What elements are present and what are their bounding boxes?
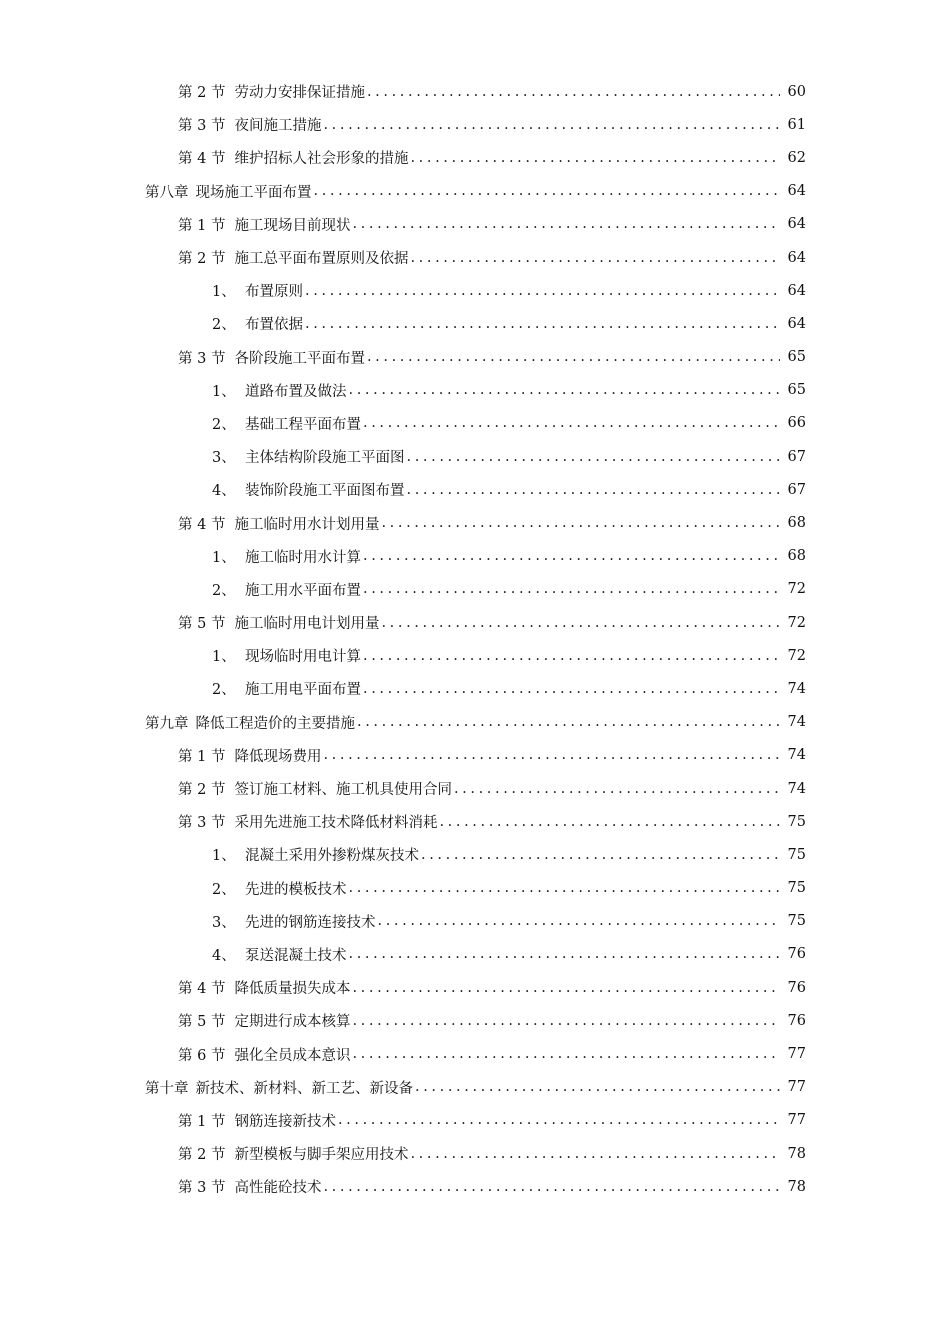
toc-entry[interactable] [0,108,950,141]
toc-entry-number: 2、 [212,416,236,433]
toc-entry-number: 4、 [212,947,236,964]
toc-entry-title: 新技术、新材料、新工艺、新设备 [195,1080,413,1097]
dot-leader [367,83,780,101]
toc-entry-label [178,1110,336,1131]
toc-entry-page-number: 64 [787,216,806,233]
toc-entry[interactable] [0,639,950,672]
toc-entry-label [178,1044,350,1065]
toc-entry-page-number: 65 [787,349,806,366]
toc-entry-number: 第 5 节 [178,1014,226,1031]
dot-leader [363,547,780,565]
dot-leader [410,249,780,267]
dot-leader [357,713,780,731]
dot-leader [381,514,780,532]
toc-entry[interactable] [0,672,950,705]
toc-entry-page-number: 72 [787,614,806,631]
toc-entry-number: 第八章 [145,184,189,201]
toc-entry-label [178,1143,408,1164]
dot-leader [410,149,780,167]
toc-entry-title: 降低工程造价的主要措施 [195,715,355,732]
toc-entry-label [212,844,419,865]
toc-entry-page-number: 75 [787,813,806,830]
toc-entry-number: 第 6 节 [178,1047,226,1064]
dot-leader [323,116,780,134]
toc-entry-page-number: 72 [787,581,806,598]
toc-entry-label [178,811,437,832]
toc-entry[interactable] [0,141,950,174]
toc-entry-title: 施工用水平面布置 [245,582,361,599]
toc-entry[interactable] [0,473,950,506]
toc-entry-page-number: 64 [787,315,806,332]
toc-entry-label [178,612,379,633]
toc-entry-page-number: 76 [787,979,806,996]
toc-entry-label [178,114,321,135]
dot-leader [363,580,780,598]
toc-entry-label [178,81,365,102]
toc-entry[interactable] [0,1071,950,1104]
toc-entry[interactable] [0,1104,950,1137]
toc-entry-title: 先进的钢筋连接技术 [245,914,376,931]
toc-entry-title: 签订施工材料、施工机具使用合同 [234,782,452,799]
dot-leader [378,912,781,930]
toc-entry-title: 道路布置及做法 [245,383,347,400]
toc-entry-title: 维护招标人社会形象的措施 [234,151,409,168]
toc-entry-number: 第 3 节 [178,815,226,832]
toc-entry-page-number: 67 [787,481,806,498]
toc-entry-title: 现场临时用电计算 [245,649,361,666]
dot-leader [323,746,780,764]
toc-entry-number: 2、 [212,582,236,599]
toc-entry-page-number: 72 [787,647,806,664]
toc-entry-title: 施工用电平面布置 [245,682,361,699]
toc-entry[interactable] [0,805,950,838]
dot-leader [363,647,780,665]
toc-entry-label [212,546,361,567]
toc-entry[interactable] [0,1137,950,1170]
toc-entry[interactable] [0,440,950,473]
toc-entry-page-number: 67 [787,448,806,465]
toc-entry-title: 装饰阶段施工平面图布置 [245,483,405,500]
toc-entry-number: 第 3 节 [178,1180,226,1197]
toc-entry[interactable] [0,1004,950,1037]
toc-entry-page-number: 74 [787,780,806,797]
toc-entry-number: 第 1 节 [178,1113,226,1130]
toc-entry-title: 新型模板与脚手架应用技术 [234,1147,409,1164]
toc-entry-page-number: 74 [787,714,806,731]
toc-entry-page-number: 76 [787,1012,806,1029]
toc-entry-label [178,778,452,799]
toc-entry-page-number: 78 [787,1178,806,1195]
dot-leader [454,780,780,798]
toc-entry-title: 各阶段施工平面布置 [234,350,365,367]
toc-entry-title: 采用先进施工技术降低材料消耗 [234,815,438,832]
toc-entry-page-number: 74 [787,680,806,697]
toc-entry[interactable] [0,706,950,739]
toc-entry-page-number: 75 [787,913,806,930]
toc-entry-label [212,878,347,899]
toc-entry-label [178,347,365,368]
toc-entry-title: 布置原则 [245,284,303,301]
dot-leader [349,879,781,897]
toc-entry-page-number: 62 [787,149,806,166]
toc-entry-label [178,214,350,235]
toc-entry-label [212,645,361,666]
toc-entry[interactable] [0,407,950,440]
toc-entry-title: 布置依据 [245,317,303,334]
toc-entry-label [212,380,347,401]
dot-leader [415,1078,780,1096]
toc-entry-page-number: 64 [787,282,806,299]
toc-entry-number: 1、 [212,649,236,666]
toc-entry[interactable] [0,75,950,108]
toc-entry-number: 3、 [212,914,236,931]
toc-entry-label [212,479,405,500]
toc-entry-number: 1、 [212,848,236,865]
toc-entry-number: 第 2 节 [178,251,226,268]
toc-entry[interactable] [0,938,950,971]
toc-entry-title: 劳动力安排保证措施 [234,85,365,102]
toc-entry[interactable] [0,175,950,208]
toc-entry-number: 3、 [212,450,236,467]
dot-leader [305,315,780,333]
toc-entry[interactable] [0,274,950,307]
toc-entry-number: 第 2 节 [178,782,226,799]
toc-entry[interactable] [0,241,950,274]
toc-entry[interactable] [0,208,950,241]
toc-entry[interactable] [0,1170,950,1203]
toc-entry-label [178,147,408,168]
toc-entry[interactable] [0,1037,950,1070]
toc-entry-page-number: 68 [787,515,806,532]
toc-entry-number: 第 2 节 [178,85,226,102]
dot-leader [407,481,781,499]
dot-leader [352,1045,780,1063]
toc-entry-page-number: 75 [787,846,806,863]
toc-entry-label [145,712,355,733]
toc-entry-title: 泵送混凝土技术 [245,947,347,964]
toc-entry-page-number: 78 [787,1145,806,1162]
dot-leader [352,215,780,233]
toc-entry-title: 夜间施工措施 [234,118,322,135]
dot-leader [314,182,781,200]
toc-entry-page-number: 75 [787,880,806,897]
toc-entry[interactable] [0,506,950,539]
toc-entry-label [178,1176,321,1197]
toc-entry-number: 第十章 [145,1080,189,1097]
toc-entry[interactable] [0,307,950,340]
toc-entry-label [178,513,379,534]
dot-leader [439,813,780,831]
dot-leader [367,348,780,366]
toc-entry-page-number: 77 [787,1046,806,1063]
dot-leader [338,1111,780,1129]
toc-entry-label [212,280,303,301]
toc-entry-label [145,181,312,202]
toc-entry[interactable] [0,341,950,374]
dot-leader [352,979,780,997]
dot-leader [410,1145,780,1163]
toc-entry-title: 降低质量损失成本 [234,981,351,998]
toc-entry-number: 第九章 [145,715,189,732]
dot-leader [352,1012,780,1030]
toc-entry-number: 第 4 节 [178,981,226,998]
toc-entry[interactable] [0,971,950,1004]
toc-entry[interactable] [0,905,950,938]
toc-entry-page-number: 65 [787,382,806,399]
dot-leader [349,945,781,963]
toc-entry-number: 1、 [212,549,236,566]
toc-entry-label [212,678,361,699]
toc-entry-number: 4、 [212,483,236,500]
table-of-contents [0,75,950,1203]
toc-entry-label [178,247,408,268]
toc-entry-label [178,745,321,766]
dot-leader [407,448,781,466]
toc-entry-number: 2、 [212,881,236,898]
toc-entry[interactable] [0,606,950,639]
toc-entry-number: 1、 [212,284,236,301]
dot-leader [305,282,780,300]
toc-entry-title: 高性能砼技术 [234,1180,322,1197]
toc-entry-number: 第 1 节 [178,748,226,765]
toc-entry-label [212,579,361,600]
toc-entry-number: 第 1 节 [178,217,226,234]
toc-entry-page-number: 74 [787,747,806,764]
toc-entry-number: 1、 [212,383,236,400]
toc-entry-label [178,1010,350,1031]
dot-leader [421,846,780,864]
toc-entry-page-number: 64 [787,249,806,266]
toc-entry-number: 2、 [212,317,236,334]
toc-entry-label [212,413,361,434]
toc-entry-number: 第 4 节 [178,516,226,533]
dot-leader [323,1178,780,1196]
toc-entry-number: 第 4 节 [178,151,226,168]
toc-entry-number: 第 3 节 [178,118,226,135]
toc-entry-number: 第 2 节 [178,1147,226,1164]
toc-entry-number: 第 3 节 [178,350,226,367]
toc-entry-label [212,313,303,334]
toc-entry-label [212,944,347,965]
dot-leader [349,381,781,399]
toc-entry-page-number: 61 [787,116,806,133]
toc-entry[interactable] [0,772,950,805]
toc-entry-title: 施工临时用电计划用量 [234,616,380,633]
toc-entry-page-number: 64 [787,183,806,200]
toc-entry-title: 现场施工平面布置 [195,184,312,201]
toc-entry[interactable] [0,573,950,606]
toc-entry-title: 钢筋连接新技术 [234,1113,336,1130]
dot-leader [363,414,780,432]
toc-entry[interactable] [0,540,950,573]
toc-entry[interactable] [0,838,950,871]
toc-entry-title: 强化全员成本意识 [234,1047,351,1064]
toc-entry-page-number: 77 [787,1112,806,1129]
dot-leader [363,680,780,698]
toc-entry-label [212,446,405,467]
toc-entry-page-number: 60 [787,83,806,100]
toc-entry-title: 基础工程平面布置 [245,416,361,433]
toc-entry-page-number: 68 [787,548,806,565]
toc-entry[interactable] [0,374,950,407]
toc-entry-label [212,911,376,932]
toc-entry-title: 定期进行成本核算 [234,1014,351,1031]
toc-entry[interactable] [0,872,950,905]
toc-entry-title: 降低现场费用 [234,748,322,765]
dot-leader [381,614,780,632]
toc-entry-page-number: 66 [787,415,806,432]
toc-entry-title: 主体结构阶段施工平面图 [245,450,405,467]
toc-entry-label [178,977,350,998]
toc-entry-number: 2、 [212,682,236,699]
toc-entry-title: 施工临时用水计划用量 [234,516,380,533]
toc-entry-title: 施工临时用水计算 [245,549,361,566]
toc-entry-page-number: 76 [787,946,806,963]
toc-entry-page-number: 77 [787,1079,806,1096]
toc-entry-title: 施工总平面布置原则及依据 [234,251,409,268]
toc-entry-number: 第 5 节 [178,616,226,633]
toc-entry-title: 施工现场目前现状 [234,217,351,234]
toc-entry[interactable] [0,739,950,772]
toc-entry-label [145,1077,413,1098]
toc-entry-title: 先进的模板技术 [245,881,347,898]
toc-entry-title: 混凝土采用外掺粉煤灰技术 [245,848,419,865]
